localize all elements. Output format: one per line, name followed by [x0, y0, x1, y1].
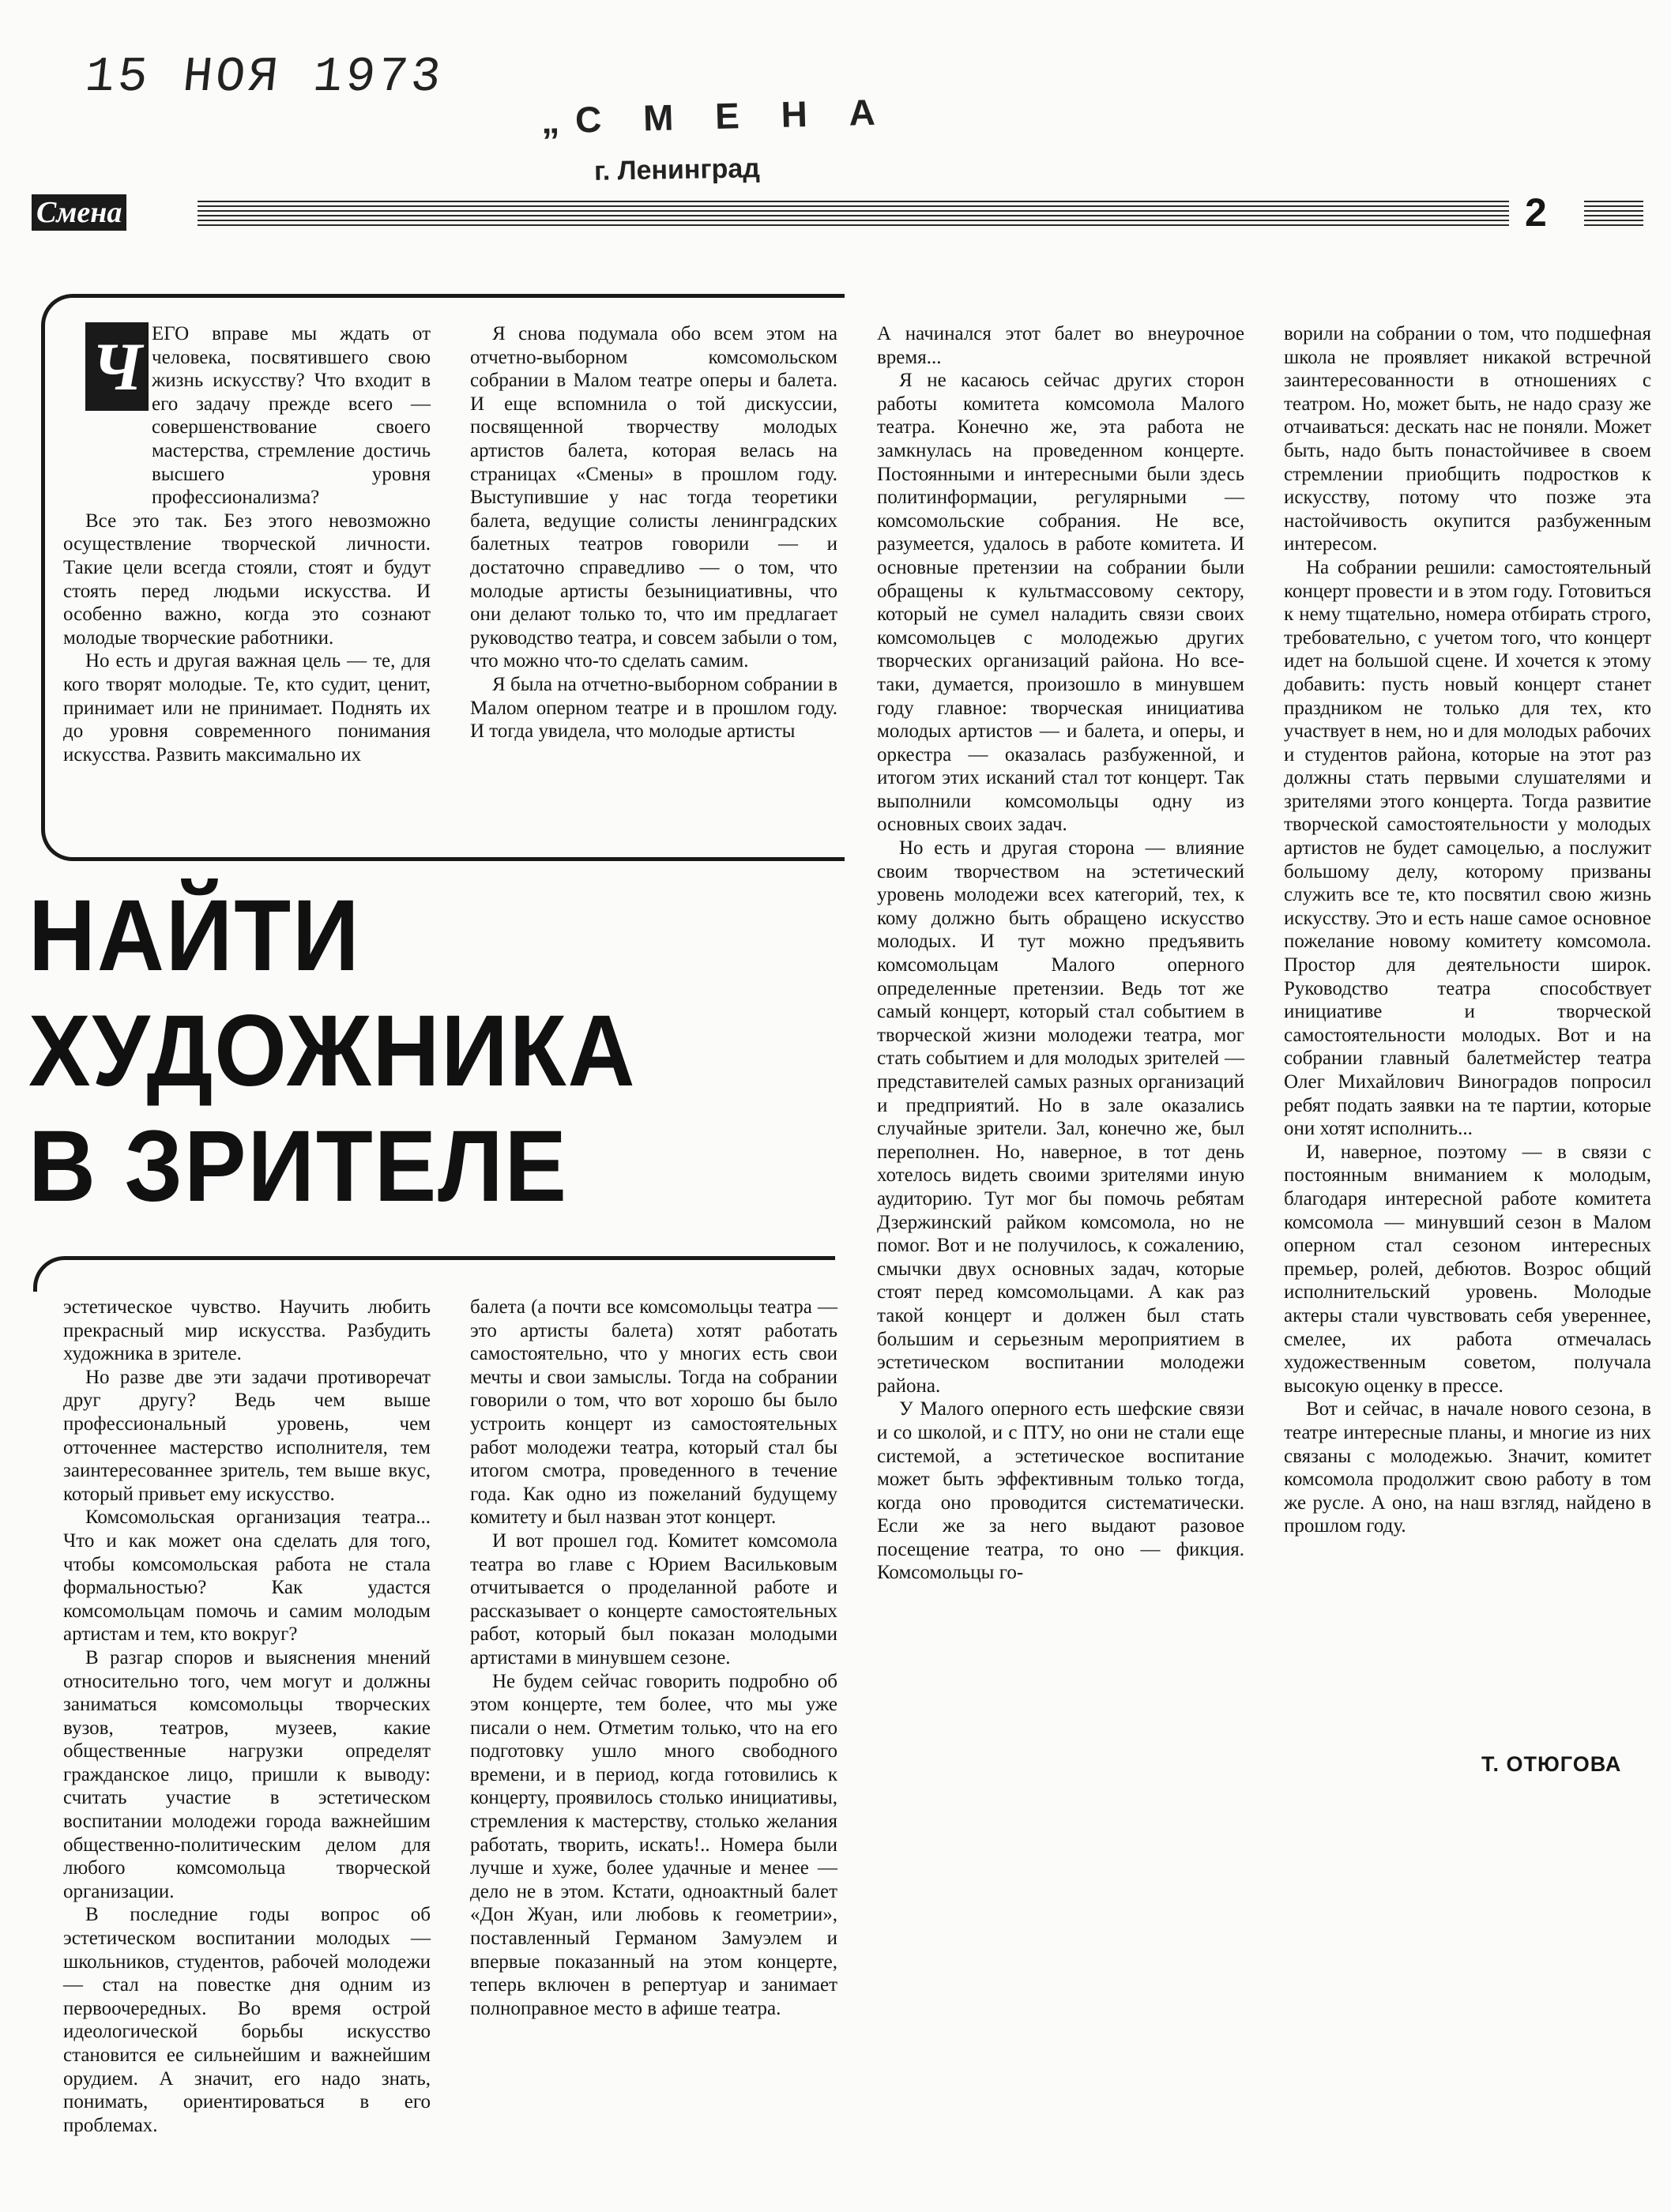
- paragraph: ЕГО вправе мы ждать от человека, посвятившего свою жизнь искусству? Что входит в его задачу прежде всего — совершенствование своего мастерства, стремление достичь высшего уровня профессионализма?: [152, 323, 431, 509]
- masthead-rule: [198, 199, 1509, 226]
- column-2-bottom: [470, 1296, 837, 2020]
- paragraph: Я не касаюсь сейчас других сторон работы комитета комсомола Малого театра. Конечно же, эта работа не замкнулась на проведенном концерте. Постоянными и интересными были здесь политинформации, регулярными — комсомольские собрания. Не все, разумеется, удалось в работе комитета. И основные претензии на собрании были обращены к культмассовому сектору, который не сумел наладить связи своих комсомольцев с молодежью других творческих организаций района. Но все-таки, думается, произошло в минувшем году главное: творческая инициатива молодых артистов — и балета, и оперы, и оркестра — оказалась разбуженной, и итогом этих исканий стал тот концерт. Так выполнили комсомольцы одну из основных своих задач.: [877, 370, 1244, 836]
- column-1-top: [63, 322, 431, 766]
- author-signature: Т. ОТЮГОВА: [1481, 1752, 1622, 1776]
- paragraph: Комсомольская организация театра... Что и как может она сделать для того, чтобы комсомольская работа не стала формальностью? Как удастся комсомольцам помочь и самим молодым артистам и тем, кто вокруг?: [63, 1507, 431, 1646]
- paragraph: Вот и сейчас, в начале нового сезона, в театре интересные планы, и многие из них связаны с молодежью. Значит, комитет комсомола продолжит свою работу в том же русле. А оно, на наш взгляд, найдено в прошлом году.: [1284, 1398, 1651, 1537]
- column-3: [877, 322, 1244, 1585]
- drop-cap: Ч: [85, 322, 149, 411]
- paragraph: Все это так. Без этого невозможно осуществление творческой личности. Такие цели всегда стояли, стоят и будут стоять перед людьми искусства. И особенно важно, когда это сознают молодые творческие работники.: [63, 510, 431, 649]
- paragraph: В последние годы вопрос об эстетическом воспитании молодых — школьников, студентов, рабочей молодежи — стал на повестке дня одним из первоочередных. Во время острой идеологической борьбы искусство становится ее сильнейшим и важнейшим орудием. А значит, его надо знать, понимать, ориентироваться в его проблемах.: [63, 1904, 431, 2136]
- paragraph: Но разве две эти задачи противоречат друг другу? Ведь чем выше профессиональный уровень, чем отточеннее мастерство исполнителя, тем заинтересованнее зритель, тем выше вкус, который привьет ему искусство.: [63, 1366, 431, 1505]
- column-4: [1284, 322, 1651, 1538]
- headline-line-2: ХУДОЖНИКА: [28, 995, 637, 1108]
- headline-line-3: В ЗРИТЕЛЕ: [28, 1110, 568, 1223]
- column-2-top: [470, 322, 837, 743]
- paragraph: Я была на отчетно-выборном собрании в Малом оперном театре и в прошлом году. И тогда увидела, что молодые артисты: [470, 673, 837, 743]
- paragraph: На собрании решили: самостоятельный концерт провести и в этом году. Готовиться к нему тщательно, номера отбирать строго, требовательно, с учетом того, что концерт идет на большой сцене. И хочется к этому добавить: пусть новый концерт станет праздником не только для тех, кто участвует в нем, но и для молодых рабочих и студентов района, которые на этот раз должны стать первыми слушателями и зрителями этого концерта. Тогда развитие творческой самостоятельности у молодых артистов не будет самоцелью, а послужит большому делу, которому призваны служить все те, кто посвятил свою жизнь искусству. Это и есть наше самое основное пожелание новому комитету комсомола. Простор для деятельности широк. Руководство театра способствует инициативе и творческой самостоятельности молодых. Вот и на собрании главный балетмейстер театра Олег Михайлович Виноградов попросил ребят подать заявки на те партии, которые они хотят исполнить...: [1284, 556, 1651, 1140]
- date-stamp: 15 НОЯ 1973: [82, 49, 447, 105]
- masthead-rule-right: [1584, 199, 1643, 226]
- lower-frame: [33, 1256, 835, 1292]
- masthead: [32, 190, 1643, 235]
- headline-line-1: НАЙТИ: [28, 879, 361, 992]
- publication-name: „С М Е Н А: [540, 91, 892, 141]
- paragraph: И вот прошел год. Комитет комсомола театра во главе с Юрием Васильковым отчитывается о проделанной работе и рассказывает о концерте самостоятельных работ, который был показан молодыми артистами в минувшем сезоне.: [470, 1529, 837, 1668]
- paragraph: У Малого оперного есть шефские связи и со школой, и с ПТУ, но они не стали еще системой, а эстетическое воспитание может быть эффективным только тогда, когда оно проводится систематически. Если же за него выдают разовое посещение театра, то оно — фикция. Комсомольцы го-: [877, 1398, 1244, 1584]
- masthead-title: Смена: [32, 194, 126, 231]
- paragraph: ворили на собрании о том, что подшефная школа не проявляет никакой встречной заинтересованности в отношениях с театром. Но, может быть, не надо сразу же отчаиваться: дескать нас не поняли. Может быть, надо быть понастойчивее в своем стремлении приобщить подростков к искусству, потому что позже эта настойчивость окупится разбуженным интересом.: [1284, 323, 1651, 555]
- paragraph: Но есть и другая важная цель — те, для кого творят молодые. Те, кто судит, ценит, принимает или не принимает. Поднять их до уровня современного понимания искусства. Развить максимально их: [63, 650, 431, 766]
- page-number: 2: [1525, 190, 1547, 235]
- paragraph: эстетическое чувство. Научить любить прекрасный мир искусства. Разбудить художника в зрителе.: [63, 1296, 431, 1365]
- publication-city: г. Ленинград: [593, 153, 761, 186]
- paragraph: В разгар споров и выяснения мнений относительно того, чем могут и должны заниматься комсомольцы творческих вузов, театров, музеев, какие общественные нагрузки определят гражданское лицо, пришли к выводу: считать участие в эстетическом воспитании молодежи города важнейшим общественно-политическим делом для любого комсомольца творческой организации.: [63, 1646, 431, 1902]
- paragraph: И, наверное, поэтому — в связи с постоянным вниманием к молодым, благодаря интересной работе комитета комсомола — минувший сезон в Малом оперном стал сезоном интересных премьер, ролей, дебютов. Возрос общий исполнительский уровень. Молодые актеры стали чувствовать себя увереннее, смелее, их работа отмечалась художественным советом, получала высокую оценку в прессе.: [1284, 1141, 1651, 1397]
- paragraph: А начинался этот балет во внеурочное время...: [877, 323, 1244, 368]
- paragraph: Не будем сейчас говорить подробно об этом концерте, тем более, что мы уже писали о нем. Отметим только, что на его подготовку ушло много свободного времени, и в период, когда готовились к концерту, проявилось столько инициативы, стремления к мастерству, столько желания работать, творить, искать!.. Номера были лучше и хуже, более удачные и менее — дело не в этом. Кстати, одноактный балет «Дон Жуан, или любовь к геометрии», поставленный Германом Замуэлем и впервые показанный на этом концерте, теперь включен в репертуар и занимает полноправное место в афише театра.: [470, 1670, 837, 2019]
- paragraph: Но есть и другая сторона — влияние своим творчеством на эстетический уровень молодежи всех категорий, тех, к кому должно быть обращено искусство молодых. И тут можно предъявить комсомольцам Малого оперного определенные претензии. Ведь тот же самый концерт, который стал событием в творческой жизни молодежи театра, мог стать событием и для молодых зрителей — представителей самых разных организаций и предприятий. Но в зале оказались случайные зрители. Зал, конечно же, был переполнен. Но, наверное, в тот день хотелось видеть своими зрителями иную аудиторию. Тут мог бы помочь ребятам Дзержинский райком комсомола, но не помог. Вот и не получилось, к сожалению, смычки двух основных задач, которые стоят перед комсомольцами. А как раз такой концерт и должен был стать большим и серьезным мероприятием в эстетическом воспитании молодежи района.: [877, 837, 1244, 1397]
- column-1-bottom: [63, 1296, 431, 2137]
- paragraph: Я снова подумала обо всем этом на отчетно-выборном комсомольском собрании в Малом театре оперы и балета. И еще вспомнила о той дискуссии, посвященной творчеству молодых артистов балета, которая велась на страницах «Смены» в прошлом году. Выступившие у нас тогда теоретики балета, ведущие солисты ленинградских балетных театров говорили — и достаточно справедливо — о том, что молодые артисты безынициативны, что они делают только то, что им предлагает руководство театра, и совсем забыли о том, что можно что-то сделать самим.: [470, 323, 837, 672]
- headline: [28, 878, 636, 1224]
- paragraph: балета (а почти все комсомольцы театра — это артисты балета) хотят работать самостоятельно, что у многих есть свои мечты и свои замыслы. Тогда на собрании говорили о том, что вот хорошо бы было устроить концерт из самостоятельных работ молодежи театра, который стал бы итогом смотра, проведенного в течение года. Как одно из пожеланий будущему комитету и был назван этот концерт.: [470, 1296, 837, 1529]
